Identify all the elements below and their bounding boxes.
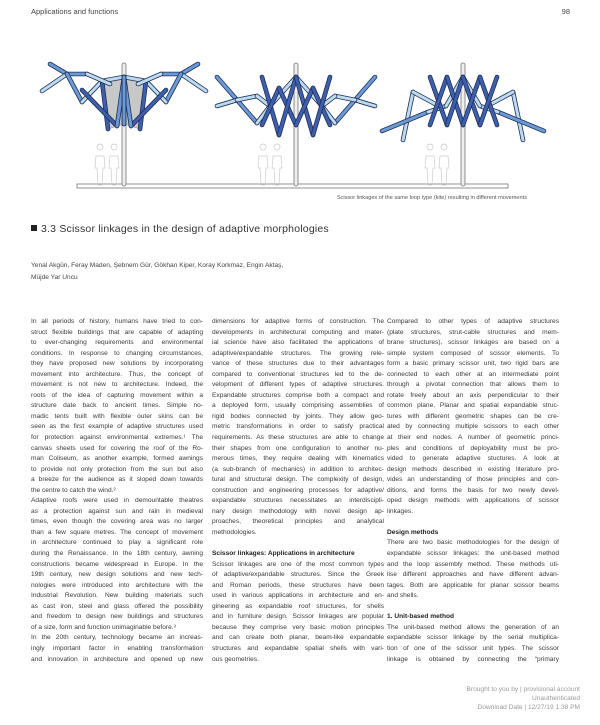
text-line: connected to each other at an intermediate point xyxy=(387,370,559,378)
paragraph xyxy=(387,538,559,601)
text-line: to ever-changing requirements and environmental xyxy=(31,339,203,347)
paragraph xyxy=(387,317,559,517)
text-line: ial science have also facilitated the applications of xyxy=(212,339,384,347)
paragraph xyxy=(212,560,384,665)
text-line: roots of the idea of capturing movement within a xyxy=(31,391,203,399)
text-line: movement into architecture. Thus, the concept of xyxy=(31,370,203,378)
text-line: structure date back to ancient times. Simple no- xyxy=(31,402,203,410)
text-line: lise different approaches and have different advan- xyxy=(387,571,559,579)
paragraph-gap xyxy=(212,538,384,549)
scissor-bar xyxy=(313,77,330,135)
text-column-3 xyxy=(387,317,559,665)
text-line: Adaptive roofs were used in demountable theatres xyxy=(31,497,203,505)
text-line: adaptive/expandable structures. The growing rele- xyxy=(212,349,384,357)
section-heading xyxy=(31,223,329,235)
scissor-bar xyxy=(513,92,523,140)
text-line: ous geometries. xyxy=(212,655,259,663)
scissor-bar xyxy=(217,77,237,100)
text-line: vance of these structures due to their advantages xyxy=(212,360,384,368)
text-column-1 xyxy=(31,317,203,665)
text-line: their shapes from one configuration to another nu- xyxy=(212,444,384,452)
text-line: proaches, theoretical principles and analytical xyxy=(212,518,384,526)
text-line: tages. Both are applicable for planar scissor beams xyxy=(387,581,559,589)
page-number: 98 xyxy=(561,7,570,16)
text-line: design methods described in existing literature pro- xyxy=(387,465,559,473)
text-line: structures and expandable spatial shells with vari- xyxy=(212,644,384,652)
author-list xyxy=(31,260,283,284)
text-line: merous times, they require dealing with kinematics xyxy=(212,455,384,463)
text-line: (a sub-branch of mechanics) in addition to architec- xyxy=(212,465,384,473)
text-line: and freedom to design new buildings and structures xyxy=(31,613,203,621)
scissor-bar xyxy=(335,100,355,123)
authors-line: Müjde Yar Uncu xyxy=(31,274,78,281)
text-line: and can create both planar, beam-like expandable xyxy=(212,634,384,642)
text-line: compared to conventional structures led to the de- xyxy=(212,370,384,378)
paragraph xyxy=(31,633,203,665)
scissor-linkage-figure xyxy=(0,40,600,200)
scissor-bar xyxy=(355,77,375,100)
text-line: linkage is obtained by connecting the “primary xyxy=(387,655,559,663)
text-line: the centre to catch the wind.² xyxy=(31,486,116,494)
text-line: in architecture continued to play a significant role xyxy=(31,539,203,547)
paragraph-gap xyxy=(387,602,559,613)
text-line: of adaptive/expandable structures. Since the Greek xyxy=(212,571,384,579)
text-line: The unit-based method allows the generation of an xyxy=(387,623,559,631)
person-silhouette xyxy=(95,144,105,185)
person-silhouette xyxy=(272,144,282,185)
text-line: for protection against environmental extremes.¹ The xyxy=(31,434,203,442)
text-line: during the Renaissance. In the 18th century, awning xyxy=(31,550,203,558)
text-line: There are two basic methodologies for the design of xyxy=(387,539,559,547)
text-column-2 xyxy=(212,317,384,665)
text-line: Scissor linkages are one of the most common types xyxy=(212,560,384,568)
text-line: form a basic primary scissor unit, two rigid bars are xyxy=(387,360,559,368)
text-line: man Coliseum, as another example, formed awnings xyxy=(31,455,203,463)
text-line: to provide not only protection from the sun but also xyxy=(31,465,203,473)
text-line: In all periods of history, humans have tried to con- xyxy=(31,318,203,325)
scissor-bar xyxy=(335,96,355,100)
text-line: simple system composed of scissor elements. To xyxy=(387,349,559,357)
text-line: expandable scissor linkages: the unit-based method xyxy=(387,550,559,558)
text-line: velopment of different types of adaptive structures. xyxy=(212,381,384,389)
person-silhouette xyxy=(109,144,119,185)
text-line: ingly important factor in enabling transformation xyxy=(31,644,203,652)
text-line: expandable structures necessitates an interdiscipli- xyxy=(212,497,384,505)
person-silhouette xyxy=(425,144,435,185)
text-line: common plane. Planar and spatial expandable struc- xyxy=(387,402,559,410)
text-line: ditions, and forms the basis for two newly devel- xyxy=(387,486,559,494)
running-title: Applications and functions xyxy=(31,7,119,16)
text-line: tion of one of the scissor unit types. The scissor xyxy=(387,644,559,652)
text-line: ples and conditions of deployability must be pro- xyxy=(387,444,559,452)
text-line: movement is not new to architecture. Indeed, the xyxy=(31,381,203,389)
text-line: and Roman periods, these structures have been xyxy=(212,581,384,589)
text-line: times, even though the covering area was no larger xyxy=(31,518,203,526)
bullet-square-icon xyxy=(31,225,37,231)
footer-line: Unauthenticated xyxy=(531,694,580,702)
paragraph-gap xyxy=(387,517,559,528)
scissor-bar xyxy=(181,64,198,74)
text-line: oped design methods with applications of scissor xyxy=(387,497,559,505)
paragraph xyxy=(212,317,384,538)
text-line: and innovation in architecture and opened up new xyxy=(31,655,203,663)
text-line: brane structures), scissor linkages are based on a xyxy=(387,339,559,347)
text-line: constructions became widespread in Europe. In the xyxy=(31,560,203,568)
text-line: through a pivotal connection that allows them to xyxy=(387,381,559,389)
paragraph xyxy=(31,317,203,496)
text-line: In the 20th century, technology became an increas- xyxy=(31,634,203,642)
text-line: at their end nodes. A number of geometric princi- xyxy=(387,434,559,442)
subheading: 1. Unit-based method xyxy=(387,613,455,621)
text-line: Expandable structures comprise both a compact and xyxy=(212,391,384,399)
text-line: Industrial Revolution. New building materials such xyxy=(31,592,203,600)
scissor-bar xyxy=(237,96,257,100)
text-line: ated by connecting multiple scissors to each other xyxy=(387,423,559,431)
text-line: madic tents built with flexible outer skins can be xyxy=(31,412,203,420)
scissor-bar xyxy=(181,74,206,91)
text-line: and shells. xyxy=(387,592,419,600)
text-line: methodologies. xyxy=(212,528,257,536)
text-line: vided to generate adaptive stuctures. A look at xyxy=(387,455,559,463)
scissor-bar xyxy=(166,74,181,102)
text-line: struct flexible buildings that are capable of adapting xyxy=(31,328,203,336)
scissor-bar xyxy=(42,74,67,91)
subheading: Design methods xyxy=(387,528,439,536)
text-line: developments in architectural computing and mater- xyxy=(212,328,384,336)
text-line: construction and engineering processes for adaptive/ xyxy=(212,486,384,494)
text-line: tural and structural design. The complexity of design, xyxy=(212,476,384,484)
text-line: and in furniture design. Scissor linkages are popular xyxy=(212,613,384,621)
authors-line: Yenal Akgün, Feray Maden, Şebnem Gür, Gökhan Kiper, Koray Korkmaz, Engin Aktaş, xyxy=(31,262,284,269)
ground-base xyxy=(77,184,508,188)
text-line: metric transformations in order to satisfy practical xyxy=(212,423,384,431)
subheading: Scissor linkages: Applications in architecture xyxy=(212,550,355,558)
footer-line: Brought to you by | provisional account xyxy=(466,686,580,693)
scissor-bar xyxy=(237,100,257,123)
text-line: gineering as expandable roof structures, for shells xyxy=(212,602,384,610)
text-line: requirements. As these structures are able to change xyxy=(212,434,384,442)
text-line: nary design methodology with novel design ap- xyxy=(212,507,384,515)
text-line: as cast iron, steel and glass offered the possibility xyxy=(31,602,203,610)
text-line: linkages. xyxy=(387,507,414,515)
text-line: (plate structures, strut-cable structures and mem- xyxy=(387,328,559,336)
text-line: vides an understanding of those principles and con- xyxy=(387,476,559,484)
text-line: a deployed form, usually comprising assemblies of xyxy=(212,402,384,410)
text-line: they have proposed new solutions by incorporating xyxy=(31,360,203,368)
text-line: nologies were introduced into architecture with the xyxy=(31,581,203,589)
text-line: rotate freely about an axis perpendicular to their xyxy=(387,391,559,399)
scissor-bar xyxy=(403,92,413,140)
text-line: Compared to other types of adaptive structures xyxy=(387,318,559,325)
download-footer xyxy=(466,686,580,712)
paragraph xyxy=(387,623,559,665)
text-line: rigid bodies connected by joints. They allow geo- xyxy=(212,412,384,420)
person-silhouette xyxy=(439,144,449,185)
text-line: dimensions for adaptive forms of construction. The xyxy=(212,318,384,325)
text-line: of a size, form and function unimaginable before.³ xyxy=(31,623,176,631)
text-line: tures with different geometric shapes can be cre- xyxy=(387,412,559,420)
person-silhouette xyxy=(258,144,268,185)
text-line: than a few square metres. The concept of movement xyxy=(31,528,203,536)
scissor-bar xyxy=(413,92,437,105)
text-line: conditions. In response to changing circumstances, xyxy=(31,349,203,357)
paragraph xyxy=(31,496,203,633)
scissor-bar xyxy=(67,74,82,102)
section-title: 3.3 Scissor linkages in the design of adaptive morphologies xyxy=(41,223,329,235)
text-line: expandable scissor linkage by the serial multiplica- xyxy=(387,634,559,642)
figure-caption: Scissor linkages of the same loop type (kite) resulting in different movements xyxy=(336,195,527,201)
text-line: used in various applications in architecture and en- xyxy=(212,592,384,600)
text-line: because they comprise very basic motion principles xyxy=(212,623,384,631)
text-line: canvas sheets used for covering the roof of the Ro- xyxy=(31,444,203,452)
scissor-bar xyxy=(50,64,67,74)
text-line: a breeze for the audience as it sloped down towards xyxy=(31,476,203,484)
text-line: and the loop assembly method. These methods uti- xyxy=(387,560,559,568)
footer-line: Download Date | 12/27/19 1:38 PM xyxy=(477,703,580,711)
text-line: as a protection against sun and rain in medieval xyxy=(31,507,203,515)
text-line: 19th century, new design solutions and new tech- xyxy=(31,571,203,579)
text-line: seen as the first example of adaptive structures used xyxy=(31,423,203,431)
